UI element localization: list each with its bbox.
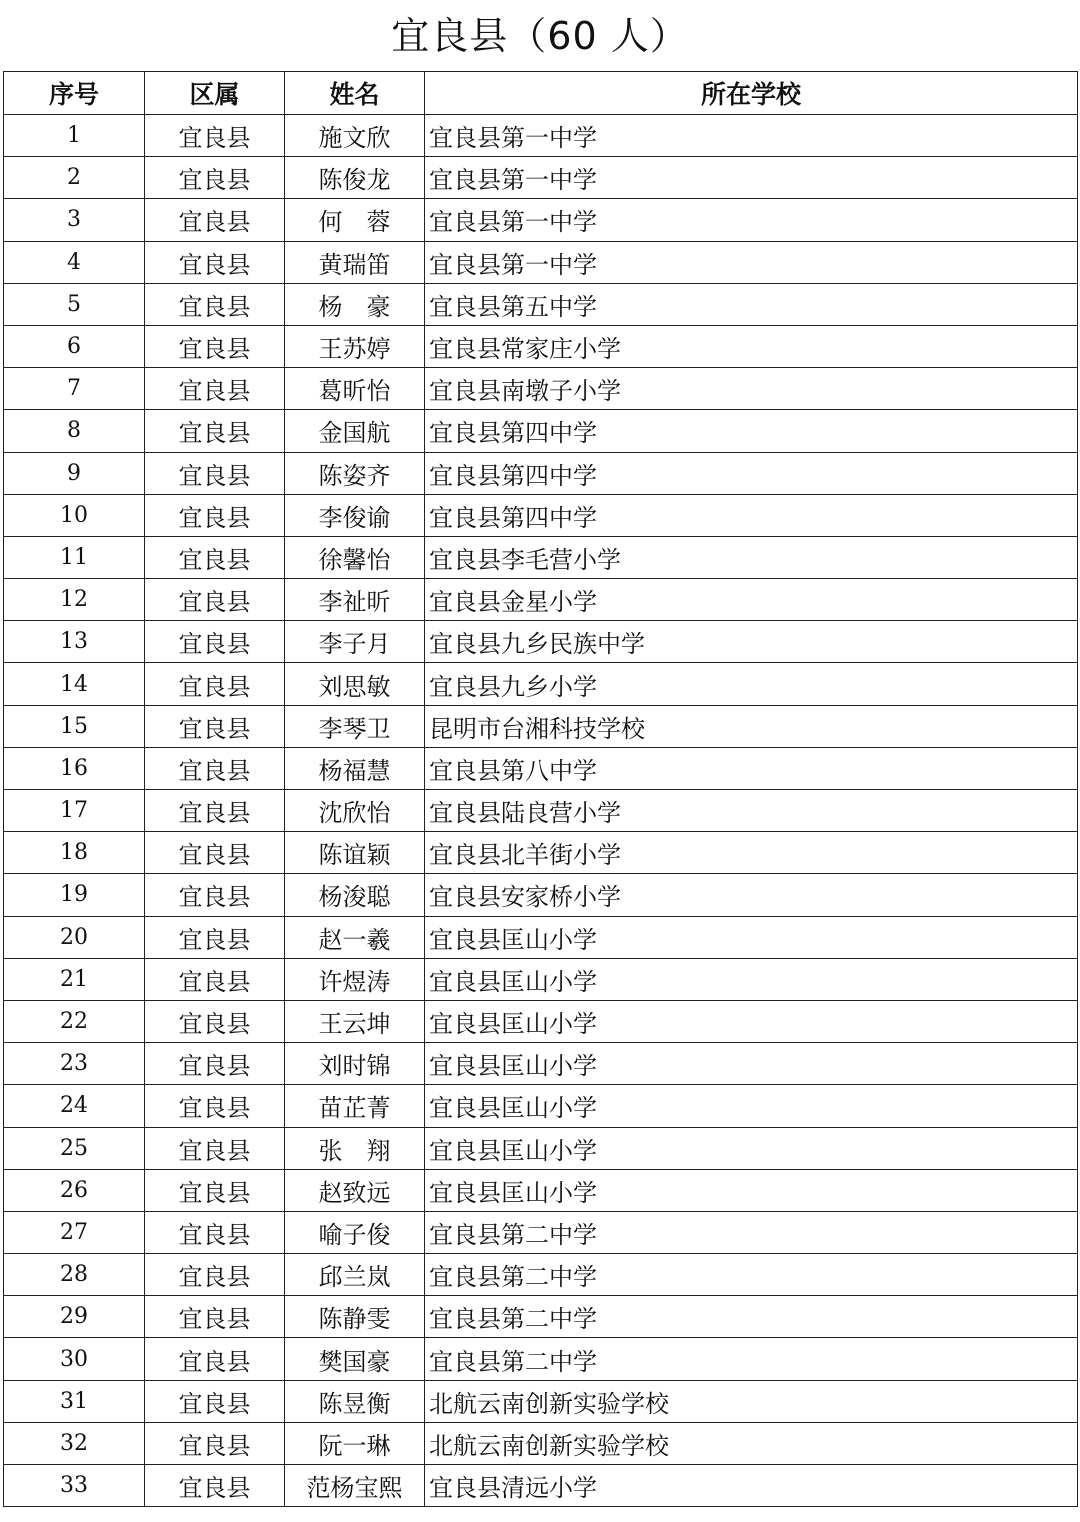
cell-name: 陈谊颖 (285, 832, 425, 874)
cell-area: 宜良县 (145, 1000, 285, 1042)
header-name: 姓名 (285, 72, 425, 115)
cell-area: 宜良县 (145, 199, 285, 241)
cell-area: 宜良县 (145, 1127, 285, 1169)
table-row (4, 621, 1078, 663)
cell-school: 宜良县第二中学 (425, 1296, 1078, 1338)
cell-area: 宜良县 (145, 832, 285, 874)
cell-name: 王苏婷 (285, 325, 425, 367)
cell-no: 10 (4, 494, 145, 536)
cell-no: 5 (4, 283, 145, 325)
cell-no: 32 (4, 1422, 145, 1464)
table-row (4, 410, 1078, 452)
header-area: 区属 (145, 72, 285, 115)
cell-no: 28 (4, 1254, 145, 1296)
student-list-table (3, 71, 1078, 1507)
header-no: 序号 (4, 72, 145, 115)
cell-school: 宜良县第五中学 (425, 283, 1078, 325)
cell-area: 宜良县 (145, 241, 285, 283)
cell-name: 金国航 (285, 410, 425, 452)
page-title: 宜良县（60 人） (391, 14, 689, 58)
cell-no: 8 (4, 410, 145, 452)
cell-name: 张 翔 (285, 1127, 425, 1169)
table-row (4, 536, 1078, 578)
cell-area: 宜良县 (145, 1085, 285, 1127)
cell-no: 31 (4, 1380, 145, 1422)
cell-area: 宜良县 (145, 1422, 285, 1464)
cell-no: 30 (4, 1338, 145, 1380)
table-row (4, 283, 1078, 325)
cell-school: 昆明市台湘科技学校 (425, 705, 1078, 747)
cell-name: 许煜涛 (285, 958, 425, 1000)
cell-name: 王云坤 (285, 1000, 425, 1042)
cell-name: 李祉昕 (285, 579, 425, 621)
cell-name: 喻子俊 (285, 1211, 425, 1253)
table-row (4, 494, 1078, 536)
cell-school: 宜良县第二中学 (425, 1211, 1078, 1253)
cell-school: 宜良县第一中学 (425, 241, 1078, 283)
cell-name: 李俊谕 (285, 494, 425, 536)
cell-area: 宜良县 (145, 747, 285, 789)
cell-school: 宜良县李毛营小学 (425, 536, 1078, 578)
cell-school: 宜良县第二中学 (425, 1338, 1078, 1380)
cell-name: 杨福慧 (285, 747, 425, 789)
cell-school: 宜良县九乡小学 (425, 663, 1078, 705)
cell-area: 宜良县 (145, 1211, 285, 1253)
cell-no: 3 (4, 199, 145, 241)
cell-school: 宜良县九乡民族中学 (425, 621, 1078, 663)
table-row (4, 115, 1078, 157)
cell-name: 陈昱衡 (285, 1380, 425, 1422)
cell-school: 宜良县第一中学 (425, 115, 1078, 157)
cell-school: 宜良县北羊街小学 (425, 832, 1078, 874)
cell-name: 沈欣怡 (285, 790, 425, 832)
cell-no: 1 (4, 115, 145, 157)
cell-no: 2 (4, 157, 145, 199)
cell-name: 樊国豪 (285, 1338, 425, 1380)
cell-name: 刘时锦 (285, 1043, 425, 1085)
table-row (4, 452, 1078, 494)
cell-school: 宜良县金星小学 (425, 579, 1078, 621)
cell-school: 宜良县第四中学 (425, 410, 1078, 452)
table-row (4, 790, 1078, 832)
table-row (4, 1338, 1078, 1380)
table-row (4, 1000, 1078, 1042)
cell-name: 陈姿齐 (285, 452, 425, 494)
cell-name: 陈静雯 (285, 1296, 425, 1338)
cell-no: 33 (4, 1465, 145, 1507)
cell-school: 北航云南创新实验学校 (425, 1380, 1078, 1422)
cell-school: 宜良县南墩子小学 (425, 368, 1078, 410)
cell-area: 宜良县 (145, 1380, 285, 1422)
cell-no: 22 (4, 1000, 145, 1042)
cell-name: 范杨宝熙 (285, 1465, 425, 1507)
table-body (4, 115, 1078, 1507)
cell-name: 赵致远 (285, 1169, 425, 1211)
table-row (4, 958, 1078, 1000)
cell-school: 宜良县第四中学 (425, 494, 1078, 536)
cell-name: 葛昕怡 (285, 368, 425, 410)
cell-name: 李琴卫 (285, 705, 425, 747)
cell-area: 宜良县 (145, 916, 285, 958)
table-row (4, 1254, 1078, 1296)
cell-no: 6 (4, 325, 145, 367)
cell-name: 施文欣 (285, 115, 425, 157)
cell-area: 宜良县 (145, 283, 285, 325)
cell-school: 宜良县匡山小学 (425, 1127, 1078, 1169)
cell-no: 13 (4, 621, 145, 663)
table-row (4, 1296, 1078, 1338)
table-row (4, 1211, 1078, 1253)
cell-school: 宜良县第一中学 (425, 157, 1078, 199)
cell-no: 23 (4, 1043, 145, 1085)
cell-area: 宜良县 (145, 663, 285, 705)
cell-school: 宜良县匡山小学 (425, 1000, 1078, 1042)
cell-school: 宜良县匡山小学 (425, 916, 1078, 958)
cell-area: 宜良县 (145, 874, 285, 916)
cell-area: 宜良县 (145, 1465, 285, 1507)
cell-area: 宜良县 (145, 705, 285, 747)
table-row (4, 241, 1078, 283)
cell-area: 宜良县 (145, 325, 285, 367)
cell-name: 赵一羲 (285, 916, 425, 958)
table-row (4, 157, 1078, 199)
cell-area: 宜良县 (145, 494, 285, 536)
table-row (4, 832, 1078, 874)
cell-no: 19 (4, 874, 145, 916)
table-row (4, 1380, 1078, 1422)
table-row (4, 1465, 1078, 1507)
table-row (4, 1422, 1078, 1464)
cell-no: 29 (4, 1296, 145, 1338)
cell-name: 邱兰岚 (285, 1254, 425, 1296)
cell-school: 宜良县匡山小学 (425, 1085, 1078, 1127)
cell-school: 宜良县第一中学 (425, 199, 1078, 241)
cell-no: 16 (4, 747, 145, 789)
cell-name: 何 蓉 (285, 199, 425, 241)
cell-no: 27 (4, 1211, 145, 1253)
cell-no: 12 (4, 579, 145, 621)
cell-name: 李子月 (285, 621, 425, 663)
cell-name: 黄瑞笛 (285, 241, 425, 283)
table-row (4, 1085, 1078, 1127)
cell-name: 杨 豪 (285, 283, 425, 325)
header-school: 所在学校 (425, 72, 1078, 115)
cell-area: 宜良县 (145, 157, 285, 199)
cell-area: 宜良县 (145, 579, 285, 621)
cell-area: 宜良县 (145, 621, 285, 663)
cell-name: 杨浚聪 (285, 874, 425, 916)
cell-area: 宜良县 (145, 790, 285, 832)
table-row (4, 747, 1078, 789)
cell-school: 宜良县匡山小学 (425, 958, 1078, 1000)
table-row (4, 579, 1078, 621)
cell-name: 苗芷菁 (285, 1085, 425, 1127)
cell-name: 刘思敏 (285, 663, 425, 705)
cell-name: 阮一琳 (285, 1422, 425, 1464)
cell-area: 宜良县 (145, 1338, 285, 1380)
cell-area: 宜良县 (145, 1254, 285, 1296)
cell-school: 宜良县第二中学 (425, 1254, 1078, 1296)
cell-school: 宜良县常家庄小学 (425, 325, 1078, 367)
cell-no: 17 (4, 790, 145, 832)
table-header-row (4, 72, 1078, 115)
cell-school: 宜良县第四中学 (425, 452, 1078, 494)
table-row (4, 368, 1078, 410)
cell-no: 21 (4, 958, 145, 1000)
cell-no: 25 (4, 1127, 145, 1169)
cell-no: 26 (4, 1169, 145, 1211)
cell-area: 宜良县 (145, 115, 285, 157)
cell-area: 宜良县 (145, 1296, 285, 1338)
table-row (4, 1043, 1078, 1085)
cell-area: 宜良县 (145, 958, 285, 1000)
table-row (4, 705, 1078, 747)
table-row (4, 1169, 1078, 1211)
cell-school: 宜良县陆良营小学 (425, 790, 1078, 832)
cell-name: 陈俊龙 (285, 157, 425, 199)
table-row (4, 874, 1078, 916)
table-row (4, 325, 1078, 367)
cell-area: 宜良县 (145, 536, 285, 578)
table-row (4, 663, 1078, 705)
table-row (4, 916, 1078, 958)
cell-no: 15 (4, 705, 145, 747)
cell-area: 宜良县 (145, 410, 285, 452)
cell-school: 宜良县清远小学 (425, 1465, 1078, 1507)
cell-no: 24 (4, 1085, 145, 1127)
cell-no: 4 (4, 241, 145, 283)
cell-school: 宜良县安家桥小学 (425, 874, 1078, 916)
cell-school: 宜良县第八中学 (425, 747, 1078, 789)
table-row (4, 199, 1078, 241)
cell-name: 徐馨怡 (285, 536, 425, 578)
cell-no: 11 (4, 536, 145, 578)
cell-school: 宜良县匡山小学 (425, 1169, 1078, 1211)
cell-area: 宜良县 (145, 368, 285, 410)
cell-no: 20 (4, 916, 145, 958)
cell-area: 宜良县 (145, 452, 285, 494)
cell-no: 7 (4, 368, 145, 410)
cell-area: 宜良县 (145, 1043, 285, 1085)
cell-no: 14 (4, 663, 145, 705)
cell-area: 宜良县 (145, 1169, 285, 1211)
table-row (4, 1127, 1078, 1169)
cell-school: 宜良县匡山小学 (425, 1043, 1078, 1085)
cell-no: 18 (4, 832, 145, 874)
cell-no: 9 (4, 452, 145, 494)
cell-school: 北航云南创新实验学校 (425, 1422, 1078, 1464)
